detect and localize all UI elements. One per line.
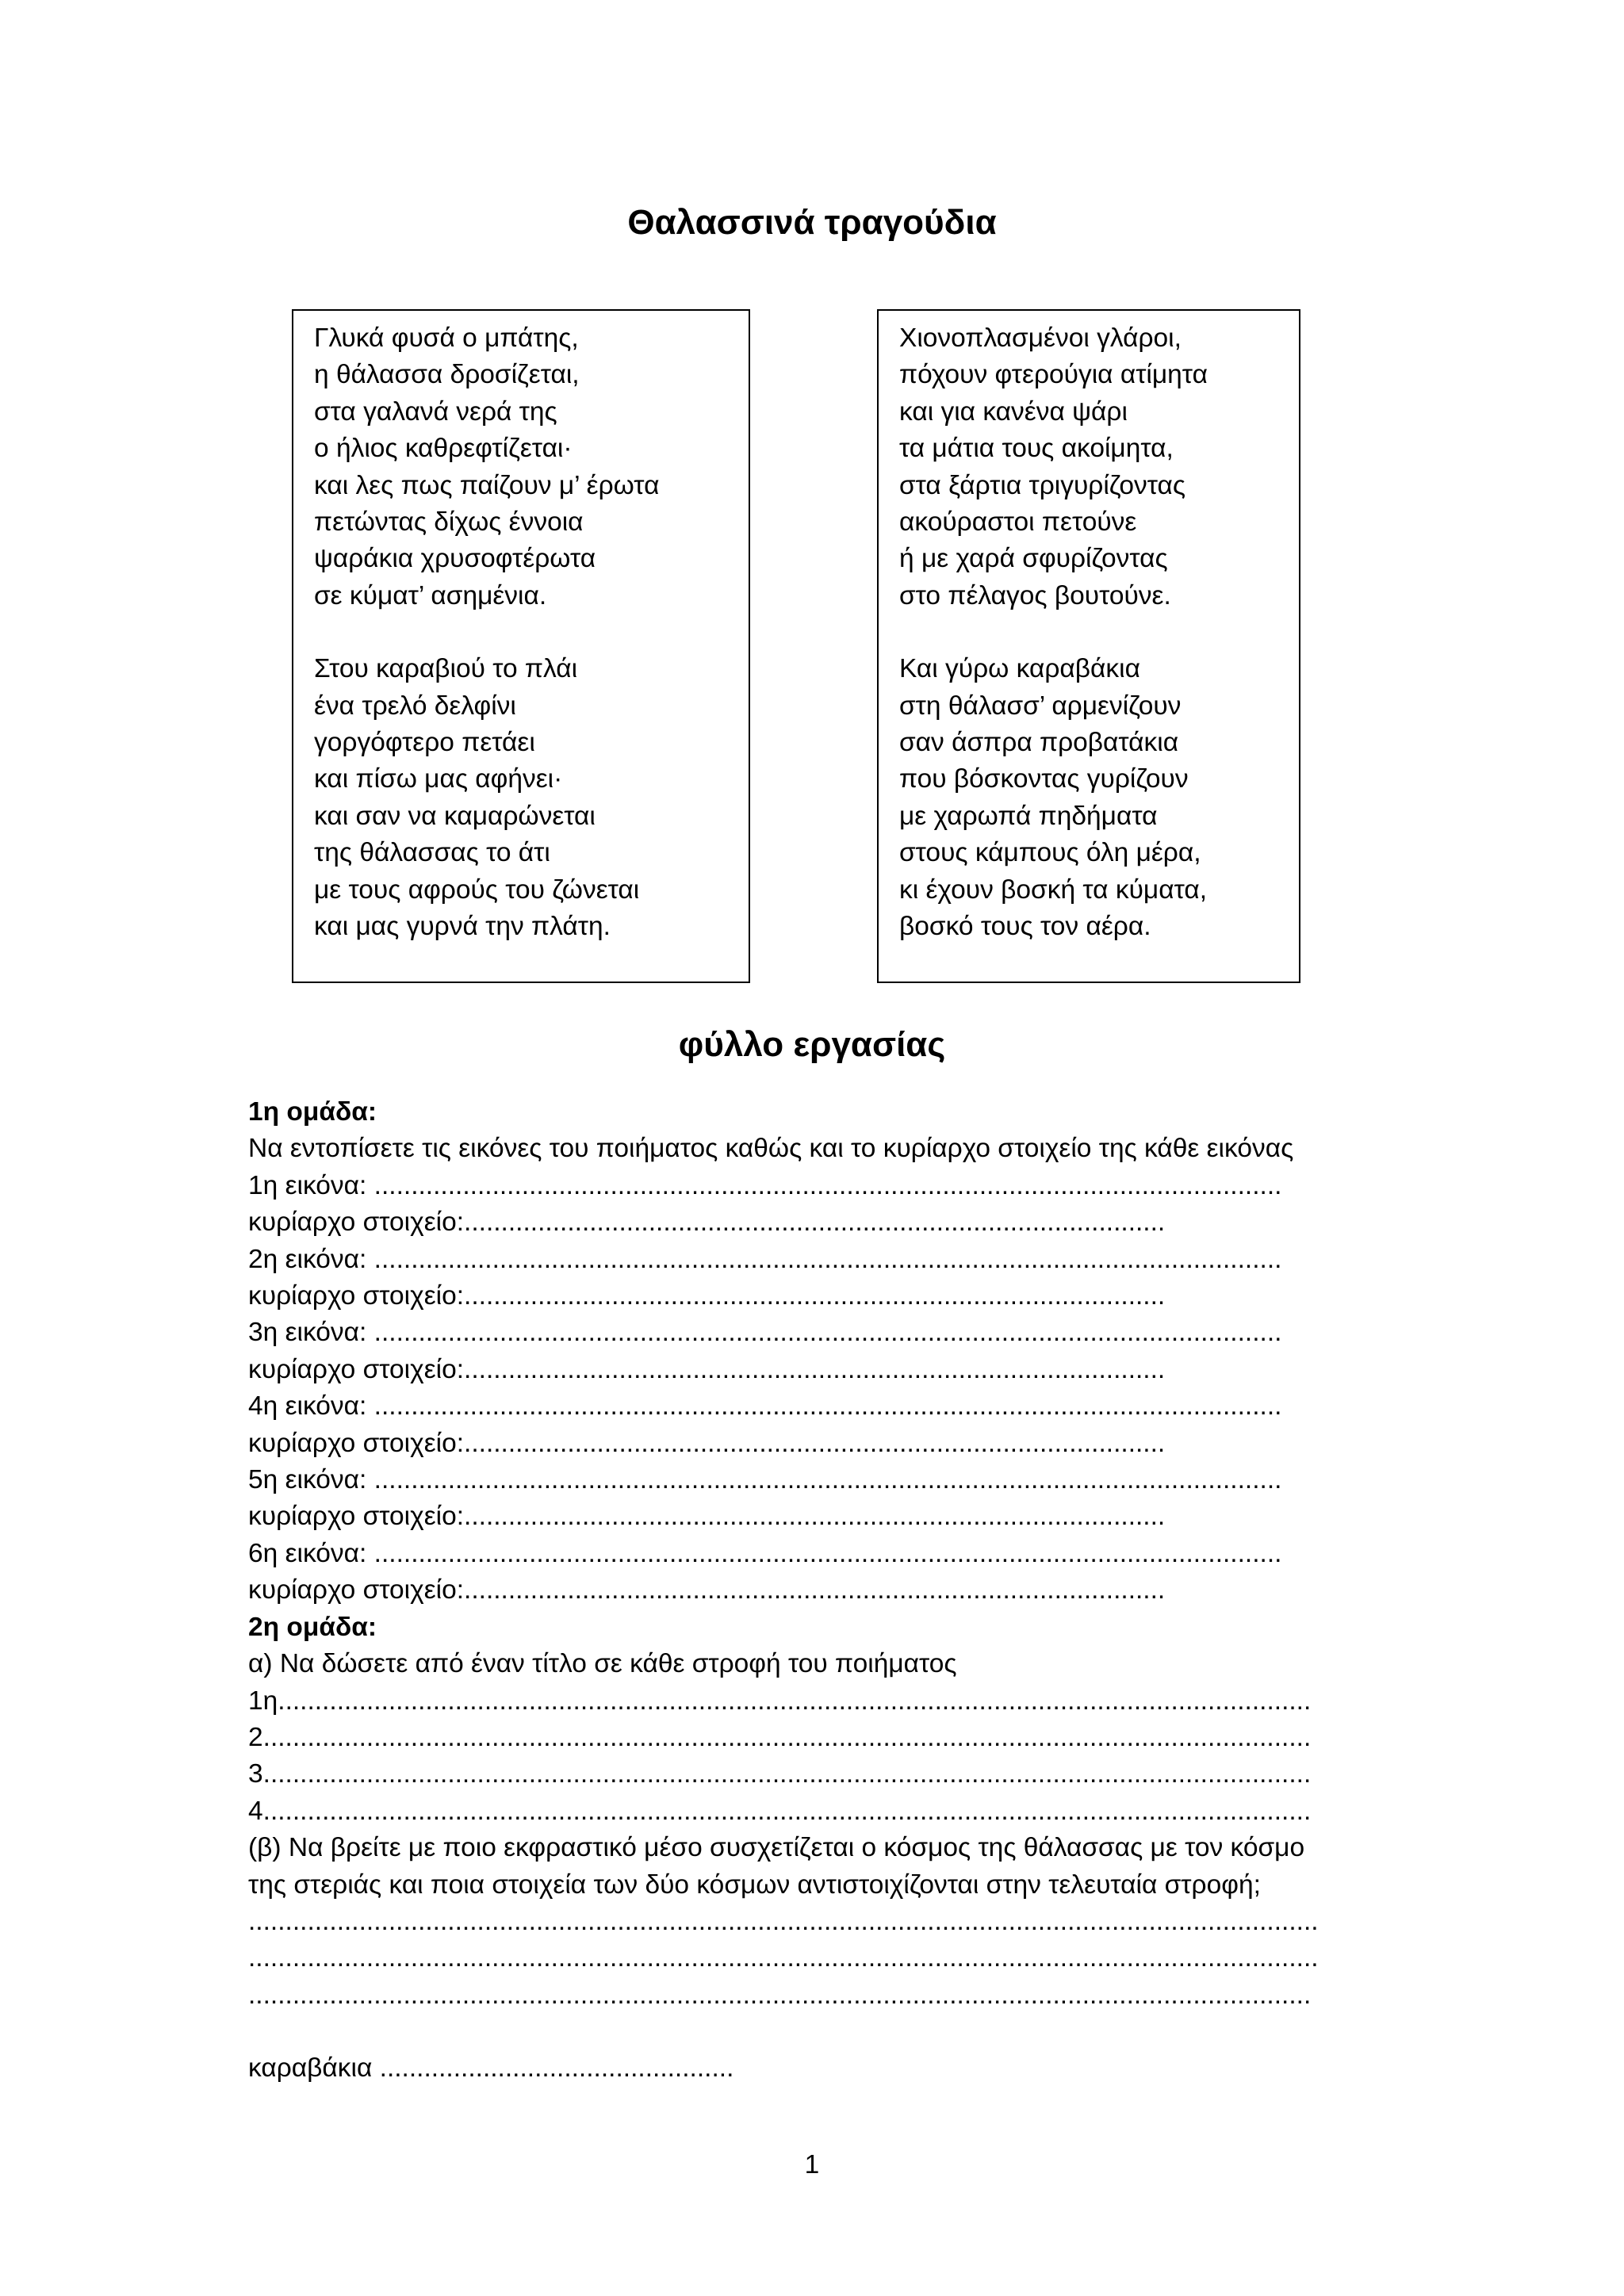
question-b-line-2: της στεριάς και ποια στοιχεία των δύο κόσμων αντιστοιχίζονται στην τελευταία στροφή; [248,1869,1261,1900]
answer-line-image-5[interactable]: 5η εικόνα: ........................................................................................................................... [248,1465,1282,1495]
poem-line: με τους αφρούς του ζώνεται [314,874,640,905]
stanza-title-line-2[interactable]: 2.............................................................................................................................................. [248,1722,1312,1752]
answer-line-image-6[interactable]: 6η εικόνα: ........................................................................................................................... [248,1538,1282,1568]
poem-title: Θαλασσινά τραγούδια [627,203,997,242]
stanza-title-line-1[interactable]: 1η............................................................................................................................................ [248,1686,1312,1716]
poem-line: Στου καραβιού το πλάι [314,654,578,684]
poem-line: γοργόφτερο πετάει [314,728,535,758]
poem-stanza-3 [899,320,1299,614]
question-a: α) Να δώσετε από έναν τίτλο σε κάθε στροφή του ποιήματος [248,1649,957,1679]
karavakia-answer-line[interactable]: καραβάκια ................................................ [248,2053,734,2084]
poem-line: και λες πως παίζουν μ’ έρωτα [314,470,660,500]
poem-box-left [292,309,750,983]
spacer [248,2014,1390,2050]
poem-line: και μας γυρνά την πλάτη. [314,912,611,942]
poem-line: Γλυκά φυσά ο μπάτης, [314,323,579,353]
poem-line: ή με χαρά σφυρίζοντας [899,544,1168,574]
poem-line: και πίσω μας αφήνει· [314,764,563,794]
answer-line-image-3[interactable]: 3η εικόνα: ........................................................................................................................... [248,1318,1282,1348]
worksheet-body [248,1094,1390,2087]
answer-line-b-2[interactable]: ................................................................................................................................................. [248,1943,1319,1973]
group-2-heading: 2η ομάδα: [248,1612,377,1642]
answer-line-element-4[interactable]: κυρίαρχο στοιχείο:............................................................................................... [248,1428,1166,1458]
answer-line-image-4[interactable]: 4η εικόνα: ........................................................................................................................... [248,1391,1282,1422]
stanza-title-line-3[interactable]: 3.............................................................................................................................................. [248,1759,1312,1789]
poem-line: σαν άσπρα προβατάκια [899,728,1179,758]
poem-stanza-4 [899,651,1299,945]
poem-line: στα γαλανά νερά της [314,396,557,427]
poem-line: και σαν να καμαρώνεται [314,801,596,831]
worksheet-title: φύλλο εργασίας [678,1025,946,1064]
poem-line: στη θάλασσ’ αρμενίζουν [899,691,1182,721]
answer-line-element-5[interactable]: κυρίαρχο στοιχείο:............................................................................................... [248,1502,1166,1532]
poem-line: σε κύματ’ ασημένια. [314,580,547,610]
answer-line-element-6[interactable]: κυρίαρχο στοιχείο:............................................................................................... [248,1575,1166,1605]
group-1-heading: 1η ομάδα: [248,1097,377,1127]
answer-line-element-3[interactable]: κυρίαρχο στοιχείο:............................................................................................... [248,1354,1166,1384]
poem-line: βοσκό τους τον αέρα. [899,912,1151,942]
answer-line-element-1[interactable]: κυρίαρχο στοιχείο:............................................................................................... [248,1207,1166,1238]
question-b-line-1: (β) Να βρείτε με ποιο εκφραστικό μέσο συσχετίζεται ο κόσμος της θάλασσας με τον κόσμο [248,1833,1305,1863]
poem-line: πόχουν φτερούγια ατίμητα [899,360,1208,390]
poem-stanza-2 [314,651,749,945]
answer-line-element-2[interactable]: κυρίαρχο στοιχείο:............................................................................................... [248,1281,1166,1311]
answer-line-image-2[interactable]: 2η εικόνα: ........................................................................................................................... [248,1244,1282,1274]
answer-line-b-1[interactable]: ................................................................................................................................................. [248,1906,1319,1936]
poem-box-right [877,309,1300,983]
poem-line: ψαράκια χρυσοφτέρωτα [314,544,596,574]
poem-line: Και γύρω καραβάκια [899,654,1140,684]
stanza-title-line-4[interactable]: 4.............................................................................................................................................. [248,1796,1312,1826]
poem-line: ο ήλιος καθρεφτίζεται· [314,434,573,464]
poem-line: στα ξάρτια τριγυρίζοντας [899,470,1185,500]
poem-line: ακούραστοι πετούνε [899,507,1137,538]
poem-line: ένα τρελό δελφίνι [314,691,516,721]
poem-line: τα μάτια τους ακοίμητα, [899,434,1174,464]
page-number: 1 [804,2150,820,2179]
poem-line: και για κανένα ψάρι [899,396,1128,427]
poem-line: που βόσκοντας γυρίζουν [899,764,1189,794]
poem-line: με χαρωπά πηδήματα [899,801,1158,831]
group-1-instruction: Να εντοπίσετε τις εικόνες του ποιήματος καθώς και το κυρίαρχο στοιχείο της κάθε εικόνας [248,1134,1294,1164]
answer-line-image-1[interactable]: 1η εικόνα: ........................................................................................................................... [248,1170,1282,1200]
poem-line: η θάλασσα δροσίζεται, [314,360,580,390]
poem-stanza-1 [314,320,749,614]
poem-line: πετώντας δίχως έννοια [314,507,584,538]
poem-line: Χιονοπλασμένοι γλάροι, [899,323,1182,353]
answer-line-b-3[interactable]: ................................................................................................................................................ [248,1980,1312,2010]
poem-line: στο πέλαγος βουτούνε. [899,580,1171,610]
poem-line: κι έχουν βοσκή τα κύματα, [899,874,1207,905]
poem-line: στους κάμπους όλη μέρα, [899,838,1201,868]
poem-line: της θάλασσας το άτι [314,838,550,868]
